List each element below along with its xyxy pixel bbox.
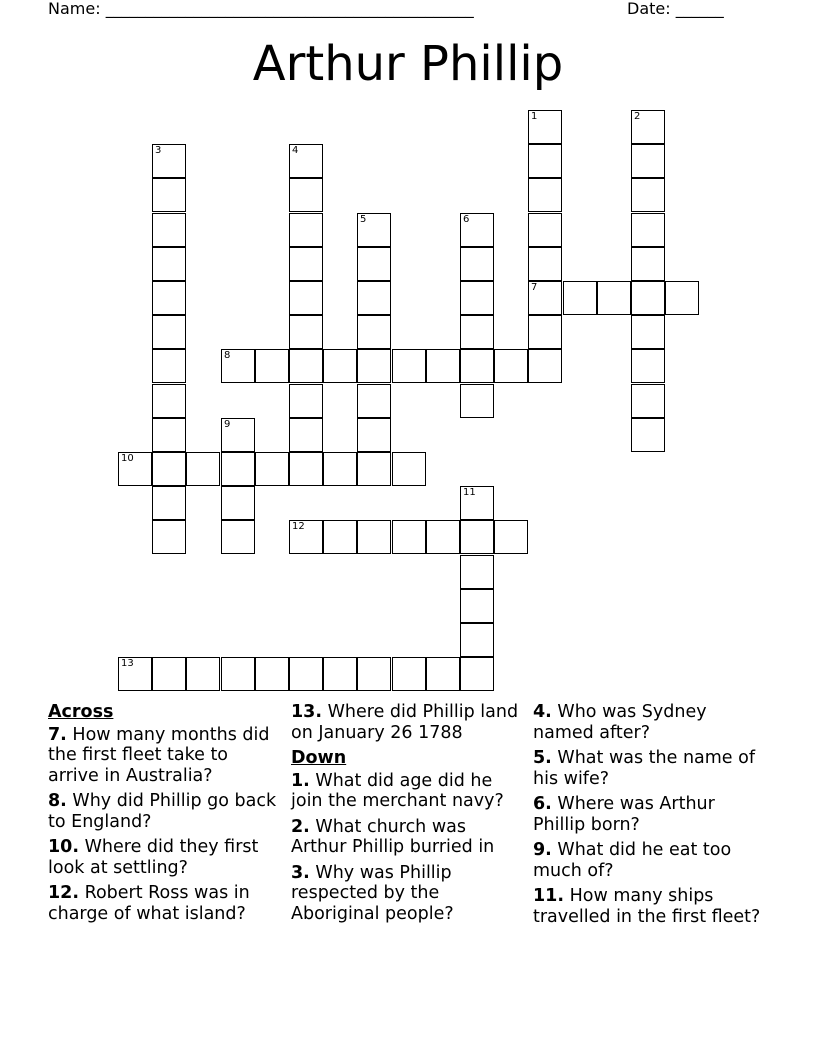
- grid-cell[interactable]: [152, 315, 186, 349]
- clue-down-5: 5. What was the name of his wife?: [533, 748, 756, 789]
- grid-cell[interactable]: [460, 589, 494, 623]
- grid-cell[interactable]: [392, 349, 426, 383]
- grid-cell[interactable]: [357, 281, 391, 315]
- grid-cell[interactable]: [289, 349, 323, 383]
- grid-cell[interactable]: [289, 247, 323, 281]
- grid-cell[interactable]: [460, 623, 494, 657]
- grid-cell[interactable]: [186, 657, 220, 691]
- grid-cell[interactable]: [323, 349, 357, 383]
- grid-cell[interactable]: [528, 213, 562, 247]
- grid-cell[interactable]: [186, 452, 220, 486]
- grid-cell[interactable]: [460, 281, 494, 315]
- grid-cell[interactable]: [528, 281, 562, 315]
- grid-cell[interactable]: [392, 520, 426, 554]
- clues-column-2: [291, 702, 526, 929]
- clue-across-13: 13. Where did Phillip land on January 26 1788: [291, 702, 519, 743]
- grid-cell[interactable]: [528, 178, 562, 212]
- grid-cell[interactable]: [289, 418, 323, 452]
- clue-down-1: 1. What did age did he join the merchant navy?: [291, 770, 504, 811]
- clue-number: 13: [121, 658, 134, 669]
- grid-cell[interactable]: [152, 281, 186, 315]
- grid-cell[interactable]: [460, 657, 494, 691]
- grid-cell[interactable]: [460, 213, 494, 247]
- grid-cell[interactable]: [118, 452, 152, 486]
- clue-number: 6: [463, 214, 470, 225]
- grid-cell[interactable]: [631, 144, 665, 178]
- grid-cell[interactable]: [426, 657, 460, 691]
- clue-down-6: 6. Where was Arthur Phillip born?: [533, 794, 715, 835]
- grid-cell[interactable]: [289, 452, 323, 486]
- grid-cell[interactable]: [460, 315, 494, 349]
- grid-cell[interactable]: [631, 281, 665, 315]
- grid-cell[interactable]: [631, 247, 665, 281]
- grid-cell[interactable]: [528, 110, 562, 144]
- grid-cell[interactable]: [357, 520, 391, 554]
- grid-cell[interactable]: [289, 281, 323, 315]
- grid-cell[interactable]: [631, 110, 665, 144]
- grid-cell[interactable]: [289, 178, 323, 212]
- grid-cell[interactable]: [563, 281, 597, 315]
- grid-cell[interactable]: [392, 657, 426, 691]
- grid-cell[interactable]: [357, 657, 391, 691]
- clue-number: 8: [224, 350, 231, 361]
- grid-cell[interactable]: [152, 349, 186, 383]
- grid-cell[interactable]: [631, 349, 665, 383]
- clues-column-1: [48, 702, 283, 929]
- clue-down-3: 3. Why was Phillip respected by the Aboriginal people?: [291, 862, 454, 924]
- grid-cell[interactable]: [460, 384, 494, 418]
- clue-number: 7: [531, 282, 538, 293]
- grid-cell[interactable]: [289, 213, 323, 247]
- grid-cell[interactable]: [494, 349, 528, 383]
- grid-cell[interactable]: [460, 486, 494, 520]
- grid-cell[interactable]: [152, 247, 186, 281]
- grid-cell[interactable]: [255, 452, 289, 486]
- grid-cell[interactable]: [357, 247, 391, 281]
- grid-cell[interactable]: [289, 144, 323, 178]
- grid-cell[interactable]: [631, 178, 665, 212]
- clue-number: 10: [121, 453, 134, 464]
- grid-cell[interactable]: [152, 213, 186, 247]
- clue-number: 1: [531, 111, 538, 122]
- grid-cell[interactable]: [631, 418, 665, 452]
- clue-down-11: 11. How many ships travelled in the first fleet?: [533, 886, 761, 927]
- grid-cell[interactable]: [460, 520, 494, 554]
- grid-cell[interactable]: [426, 520, 460, 554]
- clue-number: 3: [155, 145, 162, 156]
- name-blank[interactable]: ______________________________________________: [105, 0, 474, 18]
- grid-cell[interactable]: [597, 281, 631, 315]
- grid-cell[interactable]: [221, 486, 255, 520]
- clues-column-3: [533, 702, 768, 932]
- clue-across-12: 12. Robert Ross was in charge of what island?: [48, 883, 250, 924]
- grid-cell[interactable]: [152, 418, 186, 452]
- grid-cell[interactable]: [323, 452, 357, 486]
- grid-cell[interactable]: [357, 452, 391, 486]
- grid-cell[interactable]: [221, 349, 255, 383]
- grid-cell[interactable]: [631, 213, 665, 247]
- down-heading: Down: [291, 748, 347, 768]
- grid-cell[interactable]: [152, 520, 186, 554]
- grid-cell[interactable]: [118, 657, 152, 691]
- grid-cell[interactable]: [460, 247, 494, 281]
- clue-across-10: 10. Where did they first look at settling?: [48, 837, 259, 878]
- grid-cell[interactable]: [152, 384, 186, 418]
- grid-cell[interactable]: [460, 555, 494, 589]
- clue-number: 9: [224, 419, 231, 430]
- grid-cell[interactable]: [289, 520, 323, 554]
- clue-down-9: 9. What did he eat too much of?: [533, 840, 732, 881]
- grid-cell[interactable]: [357, 384, 391, 418]
- grid-cell[interactable]: [528, 315, 562, 349]
- grid-cell[interactable]: [528, 247, 562, 281]
- name-label: Name:: [48, 0, 101, 18]
- grid-cell[interactable]: [255, 657, 289, 691]
- clue-number: 4: [292, 145, 299, 156]
- clue-number: 11: [463, 487, 476, 498]
- grid-cell[interactable]: [255, 349, 289, 383]
- grid-cell[interactable]: [426, 349, 460, 383]
- grid-cell[interactable]: [221, 452, 255, 486]
- date-blank[interactable]: ______: [675, 0, 724, 18]
- grid-cell[interactable]: [221, 418, 255, 452]
- grid-cell[interactable]: [357, 349, 391, 383]
- clue-down-4: 4. Who was Sydney named after?: [533, 702, 707, 743]
- clue-number: 2: [634, 111, 641, 122]
- clue-number: 5: [360, 214, 367, 225]
- grid-cell[interactable]: [152, 657, 186, 691]
- grid-cell[interactable]: [357, 315, 391, 349]
- grid-cell[interactable]: [665, 281, 699, 315]
- grid-cell[interactable]: [323, 657, 357, 691]
- clue-across-8: 8. Why did Phillip go back to England?: [48, 791, 277, 832]
- grid-cell[interactable]: [528, 349, 562, 383]
- grid-cell[interactable]: [289, 384, 323, 418]
- grid-cell[interactable]: [221, 657, 255, 691]
- grid-cell[interactable]: [152, 144, 186, 178]
- grid-cell[interactable]: [323, 520, 357, 554]
- grid-cell[interactable]: [494, 520, 528, 554]
- grid-cell[interactable]: [289, 657, 323, 691]
- grid-cell[interactable]: [152, 486, 186, 520]
- grid-cell[interactable]: [357, 418, 391, 452]
- grid-cell[interactable]: [460, 349, 494, 383]
- grid-cell[interactable]: [357, 213, 391, 247]
- grid-cell[interactable]: [152, 178, 186, 212]
- grid-cell[interactable]: [221, 520, 255, 554]
- clue-number: 12: [292, 521, 305, 532]
- clue-across-7: 7. How many months did the first fleet take to arrive in Australia?: [48, 724, 270, 786]
- grid-cell[interactable]: [528, 144, 562, 178]
- grid-cell[interactable]: [631, 384, 665, 418]
- grid-cell[interactable]: [392, 452, 426, 486]
- across-heading: Across: [48, 702, 114, 722]
- grid-cell[interactable]: [631, 315, 665, 349]
- grid-cell[interactable]: [289, 315, 323, 349]
- date-label: Date:: [627, 0, 671, 18]
- grid-cell[interactable]: [152, 452, 186, 486]
- page-title: Arthur Phillip: [252, 36, 564, 92]
- clue-down-2: 2. What church was Arthur Phillip burried in: [291, 816, 495, 857]
